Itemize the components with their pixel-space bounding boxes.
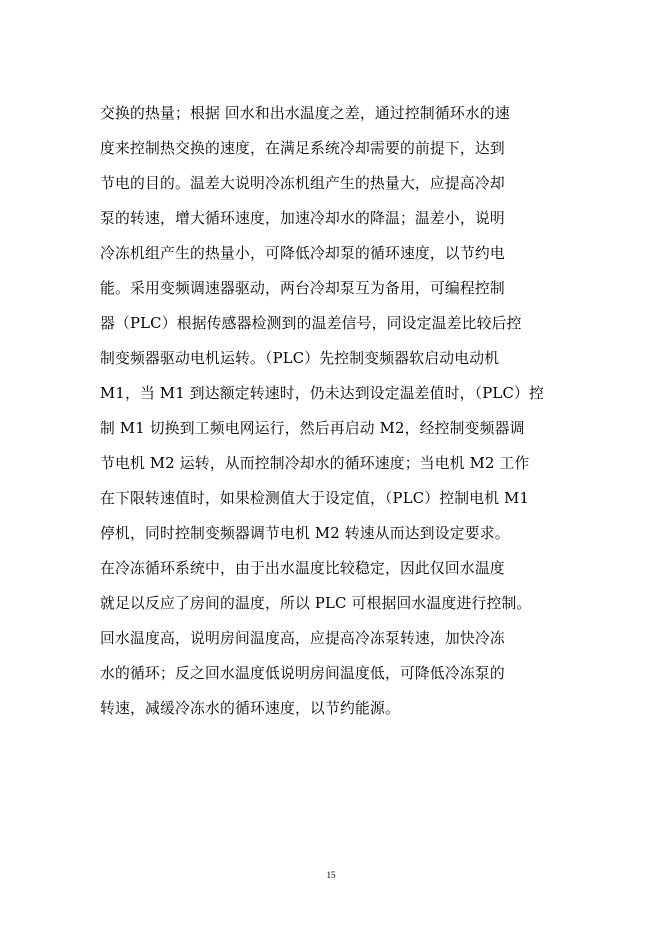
text-line: 就足以反应了房间的温度，所以 PLC 可根据回水温度进行控制。 xyxy=(100,595,532,612)
text-line: 制变频器驱动电机运转。（PLC）先控制变频器软启动电动机 xyxy=(100,350,500,367)
page-number: 15 xyxy=(326,870,336,880)
text-line: 节电机 M2 运转，从而控制冷却水的循环速度；当电机 M2 工作 xyxy=(100,455,530,472)
body-text xyxy=(100,96,570,726)
text-line: 冷冻机组产生的热量小，可降低冷却泵的循环速度，以节约电 xyxy=(100,245,505,262)
text-line: 回水温度高，说明房间温度高，应提高冷冻泵转速，加快冷冻 xyxy=(100,630,505,647)
text-line: 在下限转速值时，如果检测值大于设定值，（PLC）控制电机 M1 xyxy=(100,490,530,507)
text-line: 停机，同时控制变频器调节电机 M2 转速从而达到设定要求。 xyxy=(100,525,510,542)
text-line: 度来控制热交换的速度，在满足系统冷却需要的前提下，达到 xyxy=(100,140,505,157)
text-line: 在冷冻循环系统中，由于出水温度比较稳定，因此仅回水温度 xyxy=(100,560,505,577)
text-line: 器（PLC）根据传感器检测到的温差信号，同设定温差比较后控 xyxy=(100,315,522,332)
text-line: 交换的热量；根据 回水和出水温度之差，通过控制循环水的速 xyxy=(100,105,510,122)
text-line: 转速，减缓冷冻水的循环速度，以节约能源。 xyxy=(100,700,400,717)
text-line: 泵的转速，增大循环速度，加速冷却水的降温；温差小，说明 xyxy=(100,210,505,227)
text-line: 能。采用变频调速器驱动，两台冷却泵互为备用，可编程控制 xyxy=(100,280,505,297)
text-line: M1，当 M1 到达额定转速时，仍未达到设定温差值时，（PLC）控 xyxy=(100,385,544,402)
text-line: 水的循环；反之回水温度低说明房间温度低，可降低冷冻泵的 xyxy=(100,665,505,682)
text-line: 节电的目的。温差大说明冷冻机组产生的热量大，应提高冷却 xyxy=(100,175,505,192)
text-line: 制 M1 切换到工频电网运行，然后再启动 M2，经控制变频器调 xyxy=(100,420,525,437)
